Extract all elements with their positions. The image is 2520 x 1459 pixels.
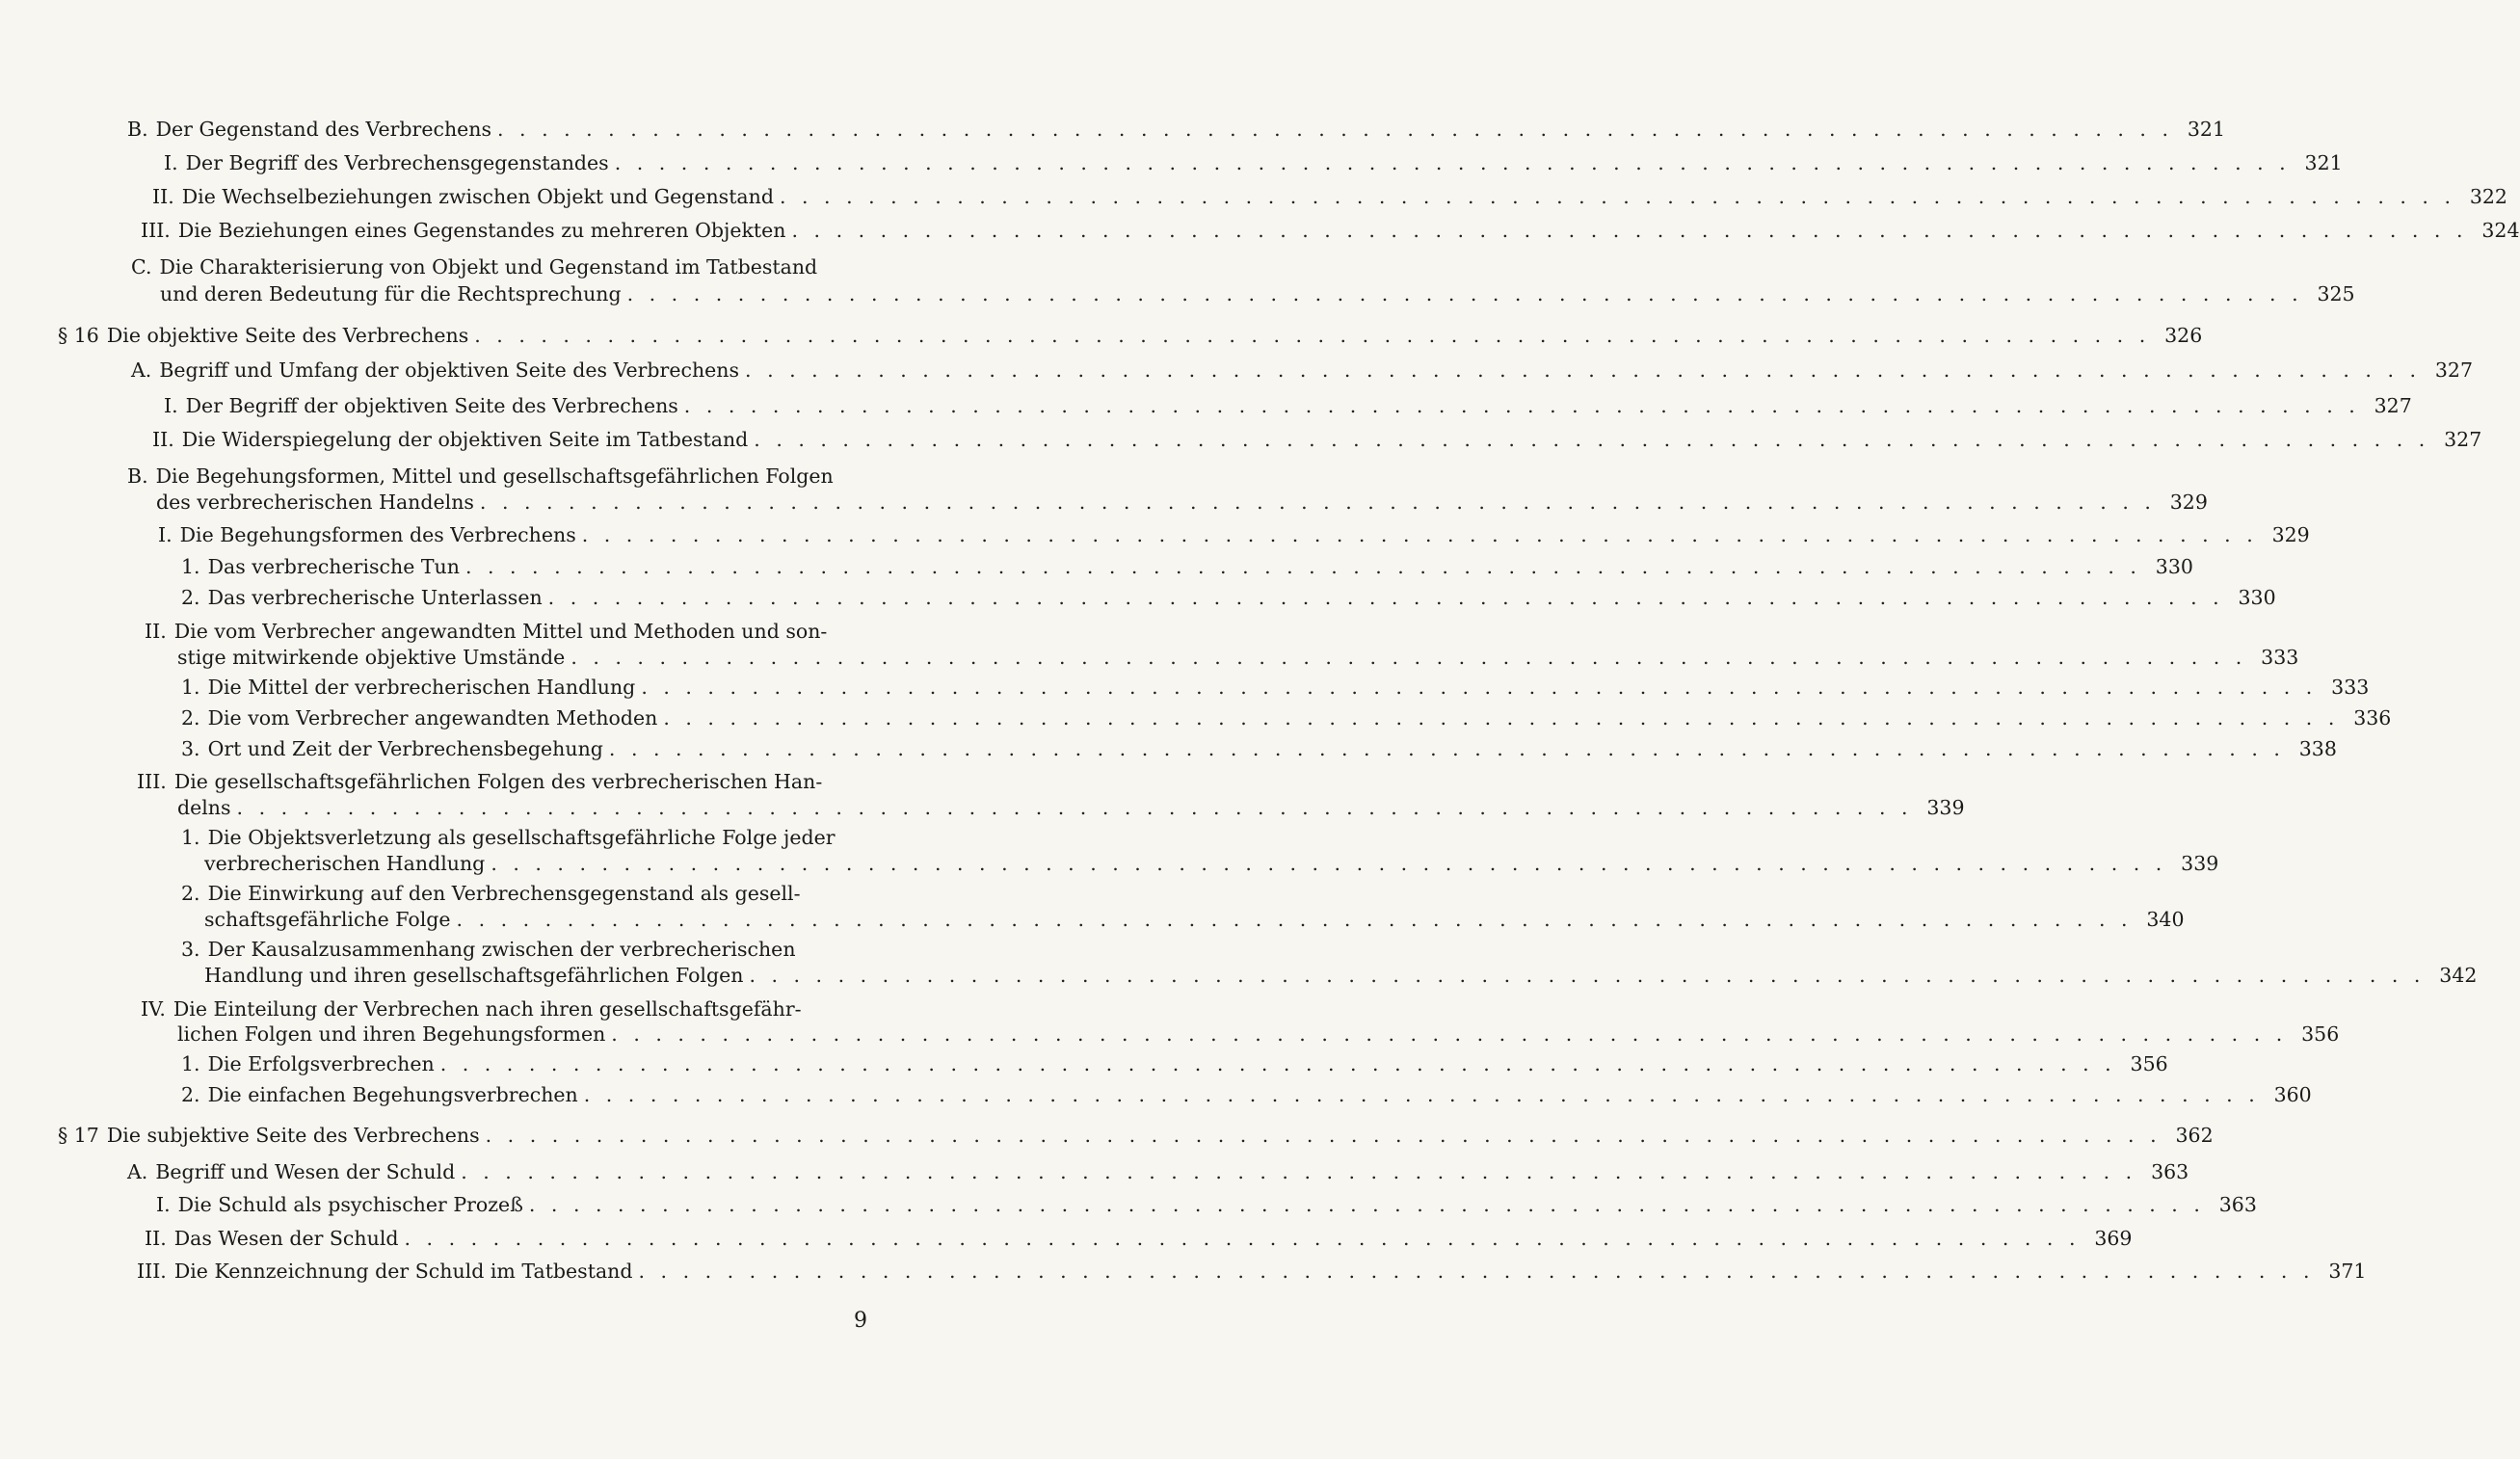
toc-page-number: 363 xyxy=(2151,1160,2189,1183)
toc-page-number: 322 xyxy=(2469,185,2507,208)
toc-label-continued: Handlung und ihren gesellschaftsgefährlichen Folgen xyxy=(204,964,744,987)
dot-leader: . . . . . . . . . . . . . . . . . . . . . . . . . . . . . . . . . . . . . . . . . . . . . . . . . . . . . . . . . . . . . . . . . . . . . . . . . . . . xyxy=(236,796,1913,819)
dot-leader: . . . . . . . . . . . . . . . . . . . . . . . . . . . . . . . . . . . . . . . . . . . . . . . . . . . . . . . . . . . . . . . . . . . . . . . . . . . . xyxy=(479,491,2156,514)
toc-label: 2. Die einfachen Begehungsverbrechen xyxy=(181,1083,578,1106)
toc-page-number: 360 xyxy=(2273,1083,2312,1106)
toc-page-number: 342 xyxy=(2439,964,2478,987)
toc-label-continued: lichen Folgen und ihren Begehungsformen xyxy=(177,1022,606,1046)
dot-leader: . . . . . . . . . . . . . . . . . . . . . . . . . . . . . . . . . . . . . . . . . . . . . . . . . . . . . . . . . . . . . . . . . . . . . . . . . . . . xyxy=(754,428,2430,451)
toc-label: A. Begriff und Wesen der Schuld xyxy=(127,1160,456,1183)
toc-label-continued: verbrecherischen Handlung xyxy=(204,852,486,875)
toc-label-continued: und deren Bedeutung für die Rechtsprechung xyxy=(160,282,622,305)
toc-label: B. Die Begehungsformen, Mittel und gesellschaftsgefährlichen Folgen xyxy=(127,464,834,488)
dot-leader: . . . . . . . . . . . . . . . . . . . . . . . . . . . . . . . . . . . . . . . . . . . . . . . . . . . . . . . . . . . . . . . . . . . . . . . . . . . . xyxy=(779,185,2455,208)
toc-label: I. Der Begriff der objektiven Seite des Verbrechens xyxy=(164,394,678,417)
toc-label: IV. Die Einteilung der Verbrechen nach ihren gesellschaftsgefähr- xyxy=(141,997,802,1021)
toc-label: 1. Das verbrecherische Tun xyxy=(181,555,460,578)
dot-leader: . . . . . . . . . . . . . . . . . . . . . . . . . . . . . . . . . . . . . . . . . . . . . . . . . . . . . . . . . . . . . . . . . . . . . . . . . . . . xyxy=(439,1052,2116,1075)
toc-page-number: 321 xyxy=(2304,151,2343,174)
dot-leader: . . . . . . . . . . . . . . . . . . . . . . . . . . . . . . . . . . . . . . . . . . . . . . . . . . . . . . . . . . . . . . . . . . . . . . . . . . . . xyxy=(614,151,2291,174)
toc-label-continued: delns xyxy=(177,796,231,819)
dot-leader: . . . . . . . . . . . . . . . . . . . . . . . . . . . . . . . . . . . . . . . . . . . . . . . . . . . . . . . . . . . . . . . . . . . . . . . . . . . . xyxy=(626,282,2303,305)
toc-label: III. Die gesellschaftsgefährlichen Folgen des verbrecherischen Han- xyxy=(137,770,823,793)
toc-label-continued: stige mitwirkende objektive Umstände xyxy=(177,646,566,669)
toc-label-continued: des verbrecherischen Handelns xyxy=(156,491,474,514)
dot-leader: . . . . . . . . . . . . . . . . . . . . . . . . . . . . . . . . . . . . . . . . . . . . . . . . . . . . . . . . . . . . . . . . . . . . . . . . . . . . xyxy=(485,1124,2162,1147)
toc-page-number: 333 xyxy=(2261,646,2299,669)
dot-leader: . . . . . . . . . . . . . . . . . . . . . . . . . . . . . . . . . . . . . . . . . . . . . . . . . . . . . . . . . . . . . . . . . . . . . . . . . . . . xyxy=(683,394,2360,417)
dot-leader: . . . . . . . . . . . . . . . . . . . . . . . . . . . . . . . . . . . . . . . . . . . . . . . . . . . . . . . . . . . . . . . . . . . . . . . . . . . . xyxy=(491,852,2167,875)
toc-page-number: 333 xyxy=(2331,676,2370,699)
dot-leader: . . . . . . . . . . . . . . . . . . . . . . . . . . . . . . . . . . . . . . . . . . . . . . . . . . . . . . . . . . . . . . . . . . . . . . . . . . . . xyxy=(583,1083,2260,1106)
toc-page-number: 371 xyxy=(2328,1260,2367,1283)
toc-page-number: 363 xyxy=(2218,1193,2257,1216)
toc-label-continued: schaftsgefährliche Folge xyxy=(204,908,451,931)
toc-page-number: 327 xyxy=(2374,394,2412,417)
toc-page-number: 329 xyxy=(2169,491,2208,514)
dot-leader: . . . . . . . . . . . . . . . . . . . . . . . . . . . . . . . . . . . . . . . . . . . . . . . . . . . . . . . . . . . . . . . . . . . . . . . . . . . . xyxy=(456,908,2133,931)
toc-page-number: 356 xyxy=(2130,1052,2168,1075)
toc-label: B. Der Gegenstand des Verbrechens xyxy=(127,118,492,141)
toc-label: 1. Die Mittel der verbrecherischen Handlung xyxy=(181,676,636,699)
toc-page-number: 356 xyxy=(2301,1022,2340,1046)
toc-page-number: 339 xyxy=(2181,852,2219,875)
toc-label: I. Die Begehungsformen des Verbrechens xyxy=(158,523,576,546)
dot-leader: . . . . . . . . . . . . . . . . . . . . . . . . . . . . . . . . . . . . . . . . . . . . . . . . . . . . . . . . . . . . . . . . . . . . . . . . . . . . xyxy=(641,676,2318,699)
toc-label: 1. Die Erfolgsverbrechen xyxy=(181,1052,435,1075)
toc-label: § 16 Die objektive Seite des Verbrechens xyxy=(58,324,469,347)
dot-leader: . . . . . . . . . . . . . . . . . . . . . . . . . . . . . . . . . . . . . . . . . . . . . . . . . . . . . . . . . . . . . . . . . . . . . . . . . . . . xyxy=(497,118,2173,141)
toc-label: 2. Die vom Verbrecher angewandten Methoden xyxy=(181,706,658,730)
toc-page-number: 338 xyxy=(2298,737,2337,760)
toc-page-number: 339 xyxy=(1926,796,1965,819)
page-number: 9 xyxy=(854,1309,867,1333)
toc-page-number: 321 xyxy=(2187,118,2225,141)
toc-label: I. Der Begriff des Verbrechensgegenstandes xyxy=(164,151,609,174)
toc-label: C. Die Charakterisierung von Objekt und Gegenstand im Tatbestand xyxy=(131,255,818,279)
toc-label: 2. Die Einwirkung auf den Verbrechensgegenstand als gesell- xyxy=(181,882,801,905)
toc-label: III. Die Beziehungen eines Gegenstandes zu mehreren Objekten xyxy=(141,219,786,242)
dot-leader: . . . . . . . . . . . . . . . . . . . . . . . . . . . . . . . . . . . . . . . . . . . . . . . . . . . . . . . . . . . . . . . . . . . . . . . . . . . . xyxy=(791,219,2468,242)
dot-leader: . . . . . . . . . . . . . . . . . . . . . . . . . . . . . . . . . . . . . . . . . . . . . . . . . . . . . . . . . . . . . . . . . . . . . . . . . . . . xyxy=(570,646,2247,669)
toc-label: § 17 Die subjektive Seite des Verbrechens xyxy=(58,1124,480,1147)
dot-leader: . . . . . . . . . . . . . . . . . . . . . . . . . . . . . . . . . . . . . . . . . . . . . . . . . . . . . . . . . . . . . . . . . . . . . . . . . . . . xyxy=(608,737,2285,760)
toc-page-number: 330 xyxy=(2238,586,2276,609)
toc-page-number: 326 xyxy=(2164,324,2203,347)
toc-page-number: 329 xyxy=(2271,523,2310,546)
toc-page-number: 327 xyxy=(2444,428,2482,451)
dot-leader: . . . . . . . . . . . . . . . . . . . . . . . . . . . . . . . . . . . . . . . . . . . . . . . . . . . . . . . . . . . . . . . . . . . . . . . . . . . . xyxy=(464,555,2141,578)
toc-label: 2. Das verbrecherische Unterlassen xyxy=(181,586,543,609)
toc-label: II. Die Wechselbeziehungen zwischen Objekt und Gegenstand xyxy=(152,185,774,208)
toc-page-number: 369 xyxy=(2094,1227,2133,1250)
dot-leader: . . . . . . . . . . . . . . . . . . . . . . . . . . . . . . . . . . . . . . . . . . . . . . . . . . . . . . . . . . . . . . . . . . . . . . . . . . . . xyxy=(461,1160,2137,1183)
toc-page-number: 324 xyxy=(2481,219,2520,242)
toc-label: II. Die Widerspiegelung der objektiven Seite im Tatbestand xyxy=(152,428,749,451)
dot-leader: . . . . . . . . . . . . . . . . . . . . . . . . . . . . . . . . . . . . . . . . . . . . . . . . . . . . . . . . . . . . . . . . . . . . . . . . . . . . xyxy=(749,964,2426,987)
toc-label: III. Die Kennzeichnung der Schuld im Tatbestand xyxy=(137,1260,633,1283)
toc-label: 3. Ort und Zeit der Verbrechensbegehung xyxy=(181,737,603,760)
dot-leader: . . . . . . . . . . . . . . . . . . . . . . . . . . . . . . . . . . . . . . . . . . . . . . . . . . . . . . . . . . . . . . . . . . . . . . . . . . . . xyxy=(745,358,2422,382)
toc-page-number: 325 xyxy=(2317,282,2355,305)
toc-label: 1. Die Objektsverletzung als gesellschaftsgefährliche Folge jeder xyxy=(181,826,836,849)
toc-page-number: 330 xyxy=(2155,555,2193,578)
toc-label: A. Begriff und Umfang der objektiven Seite des Verbrechens xyxy=(131,358,740,382)
dot-leader: . . . . . . . . . . . . . . . . . . . . . . . . . . . . . . . . . . . . . . . . . . . . . . . . . . . . . . . . . . . . . . . . . . . . . . . . . . . . xyxy=(638,1260,2315,1283)
toc-label: II. Die vom Verbrecher angewandten Mittel und Methoden und son- xyxy=(145,620,828,643)
dot-leader: . . . . . . . . . . . . . . . . . . . . . . . . . . . . . . . . . . . . . . . . . . . . . . . . . . . . . . . . . . . . . . . . . . . . . . . . . . . . xyxy=(404,1227,2081,1250)
toc-page-number: 336 xyxy=(2353,706,2392,730)
dot-leader: . . . . . . . . . . . . . . . . . . . . . . . . . . . . . . . . . . . . . . . . . . . . . . . . . . . . . . . . . . . . . . . . . . . . . . . . . . . . xyxy=(663,706,2340,730)
dot-leader: . . . . . . . . . . . . . . . . . . . . . . . . . . . . . . . . . . . . . . . . . . . . . . . . . . . . . . . . . . . . . . . . . . . . . . . . . . . . xyxy=(547,586,2224,609)
toc-label: II. Das Wesen der Schuld xyxy=(145,1227,399,1250)
toc-page-number: 362 xyxy=(2175,1124,2214,1147)
toc-page-number: 340 xyxy=(2146,908,2185,931)
toc-label: I. Die Schuld als psychischer Prozeß xyxy=(156,1193,523,1216)
dot-leader: . . . . . . . . . . . . . . . . . . . . . . . . . . . . . . . . . . . . . . . . . . . . . . . . . . . . . . . . . . . . . . . . . . . . . . . . . . . . xyxy=(528,1193,2205,1216)
toc-label: 3. Der Kausalzusammenhang zwischen der verbrecherischen xyxy=(181,938,796,961)
dot-leader: . . . . . . . . . . . . . . . . . . . . . . . . . . . . . . . . . . . . . . . . . . . . . . . . . . . . . . . . . . . . . . . . . . . . . . . . . . . . xyxy=(611,1022,2288,1046)
dot-leader: . . . . . . . . . . . . . . . . . . . . . . . . . . . . . . . . . . . . . . . . . . . . . . . . . . . . . . . . . . . . . . . . . . . . . . . . . . . . xyxy=(581,523,2258,546)
toc-page-number: 327 xyxy=(2434,358,2474,382)
dot-leader: . . . . . . . . . . . . . . . . . . . . . . . . . . . . . . . . . . . . . . . . . . . . . . . . . . . . . . . . . . . . . . . . . . . . . . . . . . . . xyxy=(474,324,2151,347)
